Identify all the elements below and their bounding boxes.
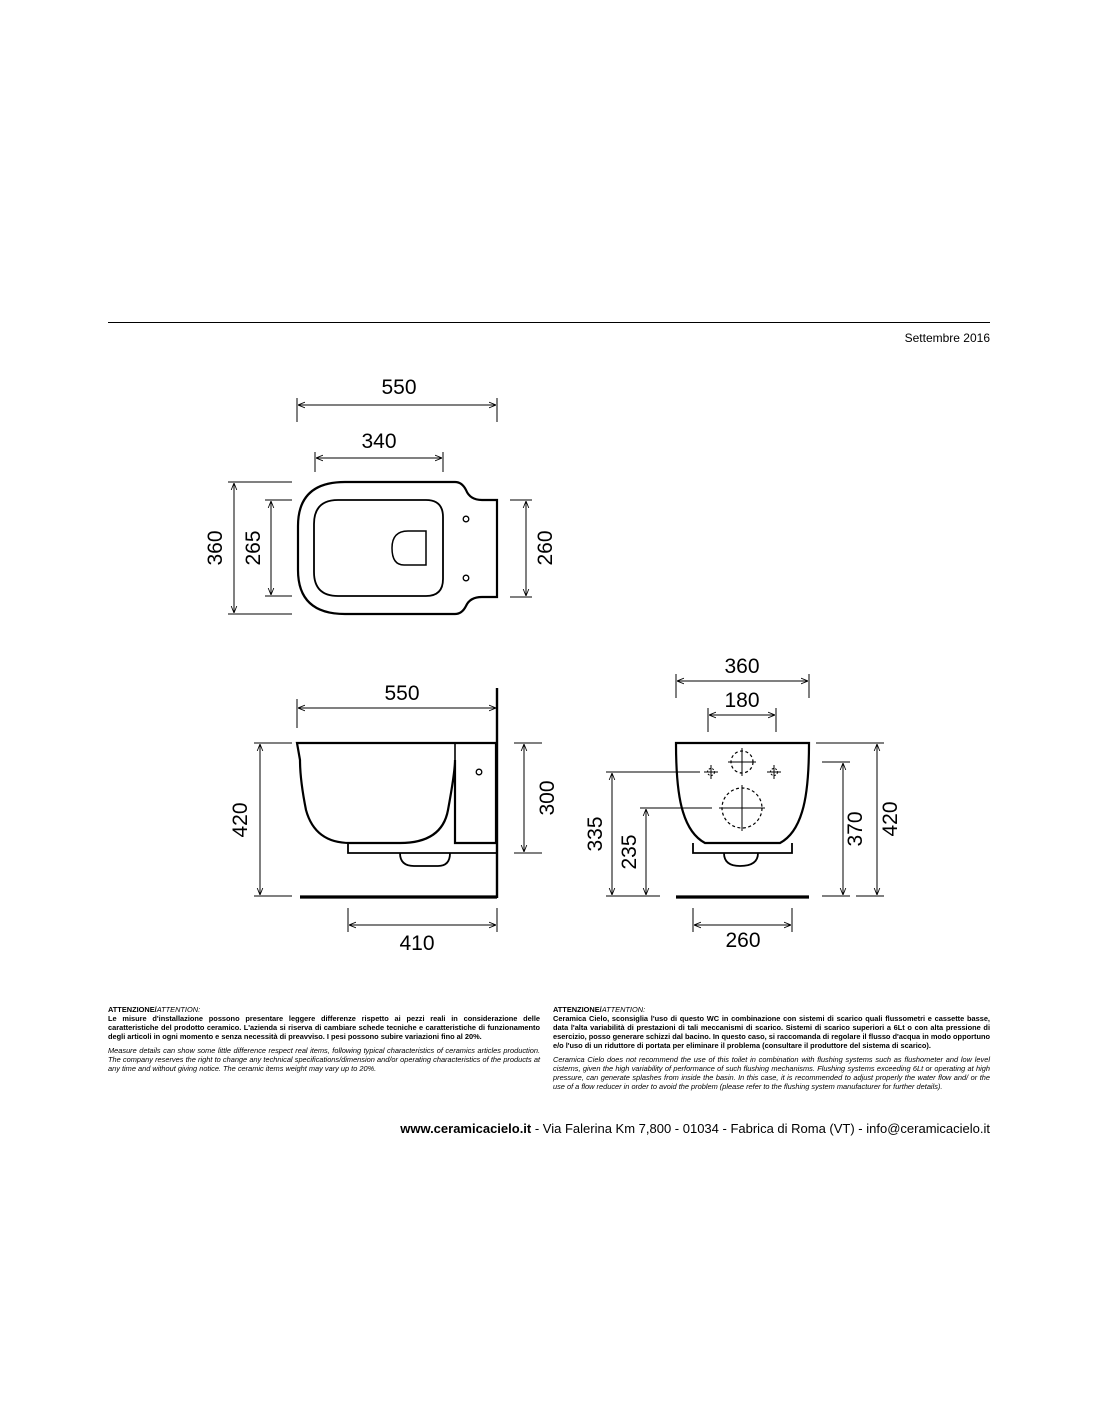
footer-contact [400,1121,990,1136]
top-view-mount-depth-label: 260 [534,530,557,566]
footer-website-link[interactable]: www.ceramicacielo.it [400,1121,532,1136]
document-date: Settembre 2016 [904,331,990,345]
front-view-outlet [724,853,758,866]
top-view-overall-depth-label: 360 [204,530,227,566]
side-view [254,688,542,932]
notes-right-heading: ATTENZIONE/ATTENTION: [553,1005,646,1014]
top-view-fixing-hole-lower [463,575,469,581]
top-view-seat-opening [314,500,443,596]
notes-right [553,1005,990,1096]
front-view-height-label: 420 [879,801,902,837]
notes-left [108,1005,540,1078]
side-view-base [348,843,496,853]
top-view-seat-depth-label: 265 [242,530,265,566]
side-view-outlet [400,853,450,866]
front-view-base-width-label: 260 [725,929,761,952]
side-view-bowl-outline [297,743,496,843]
front-view-drain-height-label: 235 [618,834,641,870]
front-view-fixing-height-label: 335 [584,816,607,852]
top-view-overall-width-label: 550 [381,376,417,399]
notes-left-body-en: Measure details can show some little difference respect real items, following typical characteristics of ceramics articles production. The company reserves the right to change any technical specifications/dimension and/or operating characteristics of the products at any time and without giving notice. The ceramic items weight may vary up to 20%. [108,1046,540,1073]
top-view-fixing-hole-upper [463,516,469,522]
front-view-inlet-width-label: 180 [724,689,760,712]
side-view-fixing-hole [476,769,482,775]
side-view-mount-height-label: 300 [536,780,559,816]
notes-right-body-en: Ceramica Cielo does not recommend the use of this toilet in combination with flushing systems such as flushometer and low level cisterns, given the high variability of performance of such flushing mechanisms. Flushing systems exceeding 6Lt or operating at high pressure, can generate splashes from inside the basin. In this case, it is recommended to adjust properly the water flow and/ or the use of a flow reducer in order to avoid the problem (please refer to the flushing system manufacturer for further details). [553,1055,990,1091]
top-view-drain-shape [392,531,426,565]
notes-left-heading: ATTENZIONE/ATTENTION: [108,1005,201,1014]
notes-right-body-it: Ceramica Cielo, sconsiglia l'uso di questo WC in combinazione con sistemi di scarico quali flussometri e cassette basse, data l'alta variabilità di prestazioni di tali meccanismi di scarico. Sistemi di scarico superiori a 6Lt o con alta pressione di esercizio, posso generare schizzi dal bacino. In questo caso, si raccomanda di regolare il flusso d'acqua in modo opportuno e/o l'uso di un riduttore di portata per eliminare il problema (consultare il produttore del sistema di scarico). [553,1014,990,1050]
notes-left-body-it: Le misure d'installazione possono presentare leggere differenze rispetto ai pezzi reali in considerazione delle caratteristiche del prodotto ceramico. L'azienda si riserva di cambiare schede tecniche e caratteristiche di funzionamento degli articoli in ogni momento e senza necessità di preavviso. I pesi possono subire variazioni fino al 20%. [108,1014,540,1041]
footer-address: - Via Falerina Km 7,800 - 01034 - Fabrica di Roma (VT) - info@ceramicacielo.it [531,1121,990,1136]
front-view-base [693,843,792,853]
side-view-overall-length-label: 550 [384,682,420,705]
front-view-overall-width-label: 360 [724,655,760,678]
side-view-height-label: 420 [229,802,252,838]
front-view [606,674,884,932]
top-view-seat-width-label: 340 [361,430,397,453]
side-view-base-length-label: 410 [399,932,435,955]
front-view-outlet-height-label: 370 [844,811,867,847]
